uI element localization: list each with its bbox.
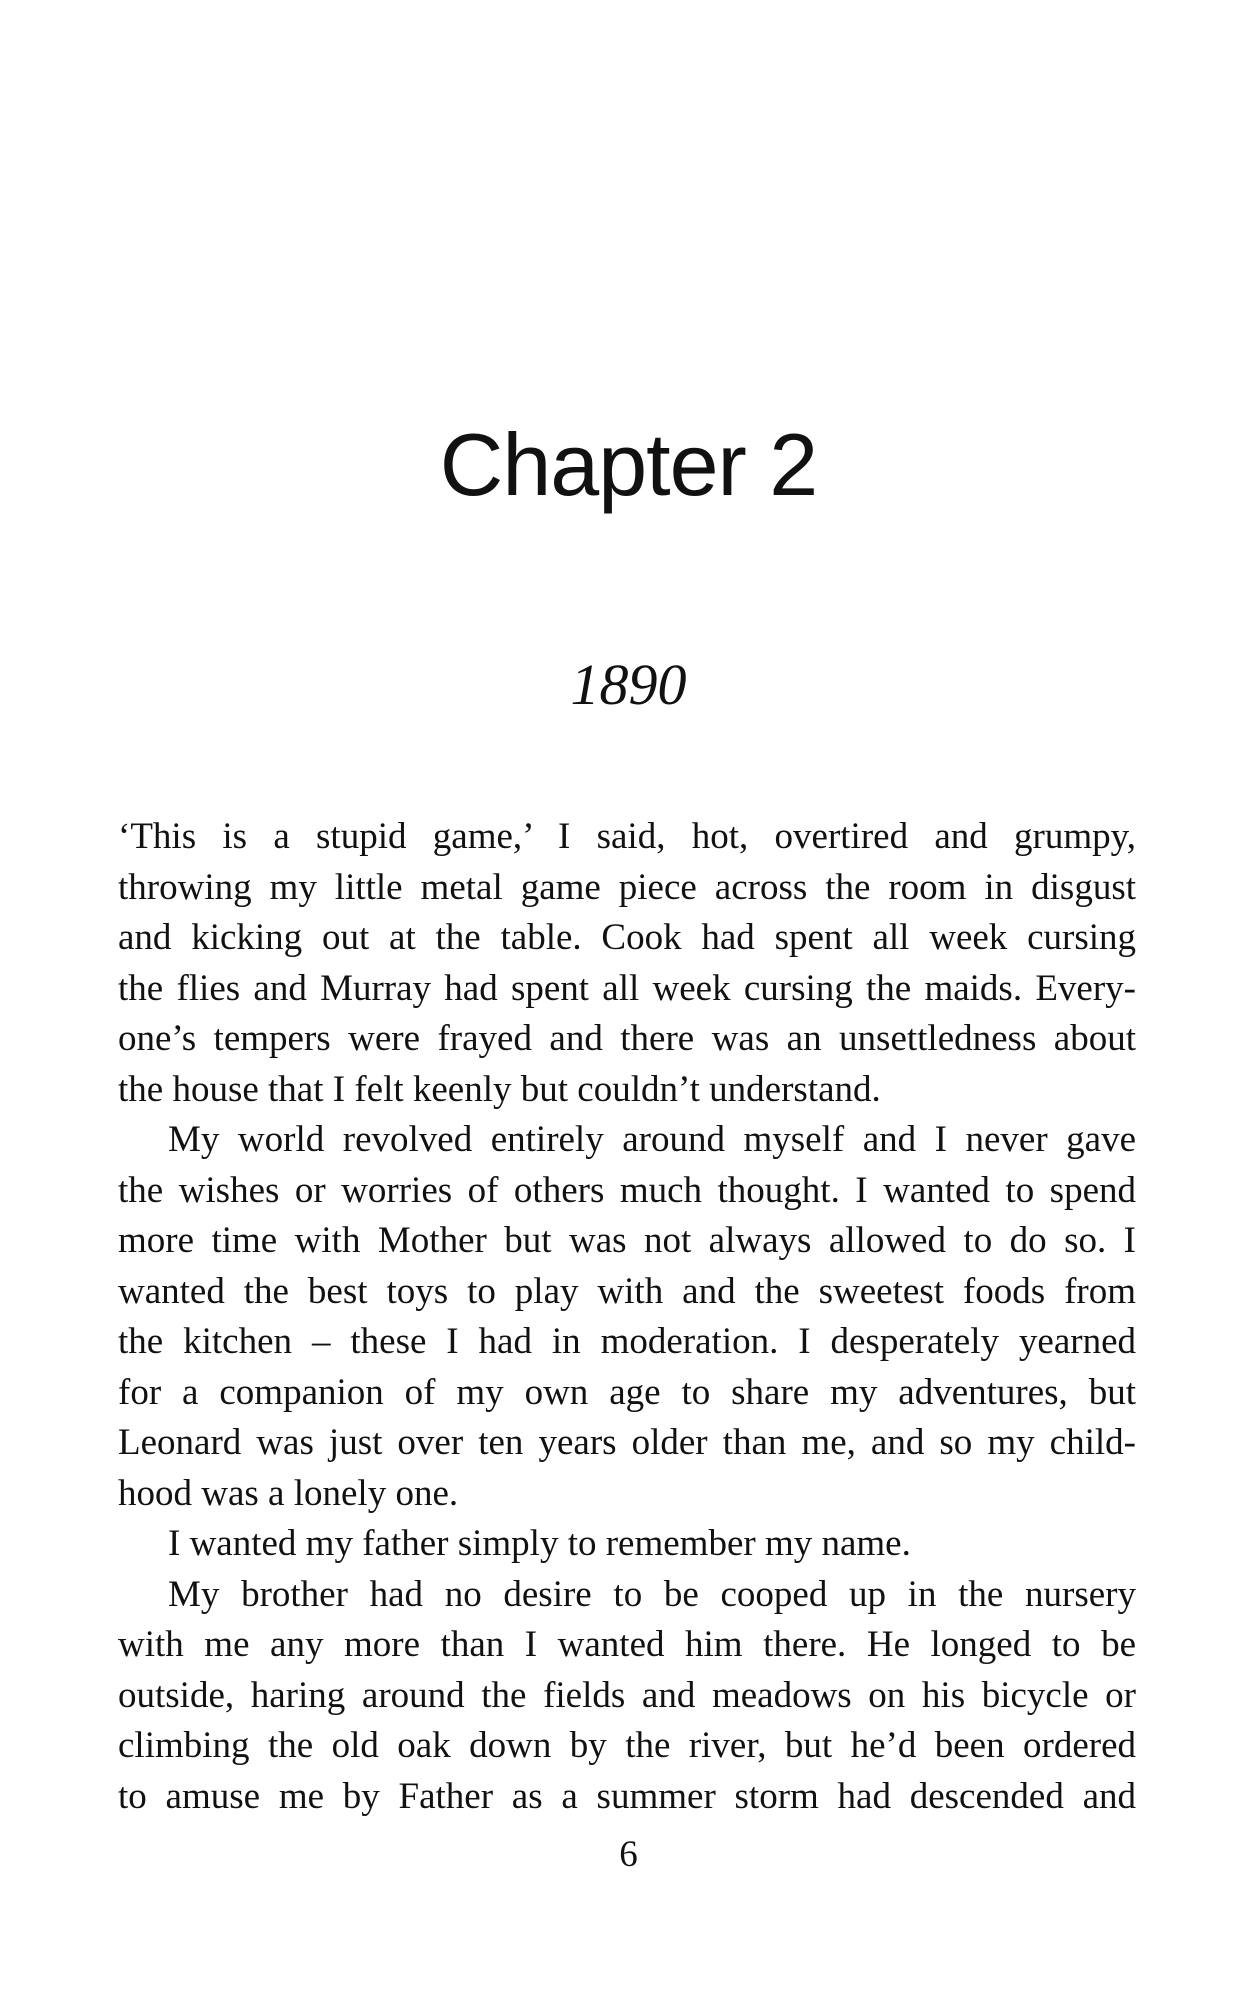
text-line: My world revolved entirely around myself and I never gave <box>168 1119 1136 1160</box>
text-line: My brother had no desire to be cooped up in the nursery <box>168 1573 1136 1615</box>
text-line: and kicking out at the table. Cook had spent all week cursing <box>118 917 1136 958</box>
text-line: the wishes or worries of others much thought. I wanted to spend <box>118 1169 1136 1211</box>
text-line: Leonard was just over ten years older than me, and so my child- <box>118 1422 1136 1463</box>
text-line: one’s tempers were frayed and there was an unsettledness about <box>118 1018 1136 1059</box>
text-line: the kitchen – these I had in moderation. I desperately yearned <box>118 1321 1136 1362</box>
text-line: with me any more than I wanted him there. He longed to be <box>118 1624 1136 1665</box>
text-line: the flies and Murray had spent all week cursing the maids. Every- <box>118 967 1136 1009</box>
text-line: for a companion of my own age to share my adventures, but <box>118 1371 1136 1413</box>
chapter-title: Chapter 2 <box>439 415 818 514</box>
chapter-year: 1890 <box>570 652 687 717</box>
text-line: more time with Mother but was not always allowed to do so. I <box>118 1220 1136 1261</box>
body-text <box>118 812 1136 1822</box>
text-line: hood was a lonely one. <box>118 1472 459 1514</box>
text-line: outside, haring around the fields and meadows on his bicycle or <box>118 1674 1136 1716</box>
text-line: to amuse me by Father as a summer storm had descended and <box>118 1775 1136 1817</box>
text-line: the house that I felt keenly but couldn’t understand. <box>118 1068 881 1110</box>
text-line: wanted the best toys to play with and the sweetest foods from <box>118 1270 1136 1312</box>
text-line: ‘This is a stupid game,’ I said, hot, overtired and grumpy, <box>118 816 1136 857</box>
text-line: I wanted my father simply to remember my name. <box>168 1523 911 1564</box>
text-line: climbing the old oak down by the river, but he’d been ordered <box>118 1725 1136 1766</box>
text-line: throwing my little metal game piece across the room in disgust <box>118 866 1136 908</box>
page-number: 6 <box>619 1834 638 1875</box>
